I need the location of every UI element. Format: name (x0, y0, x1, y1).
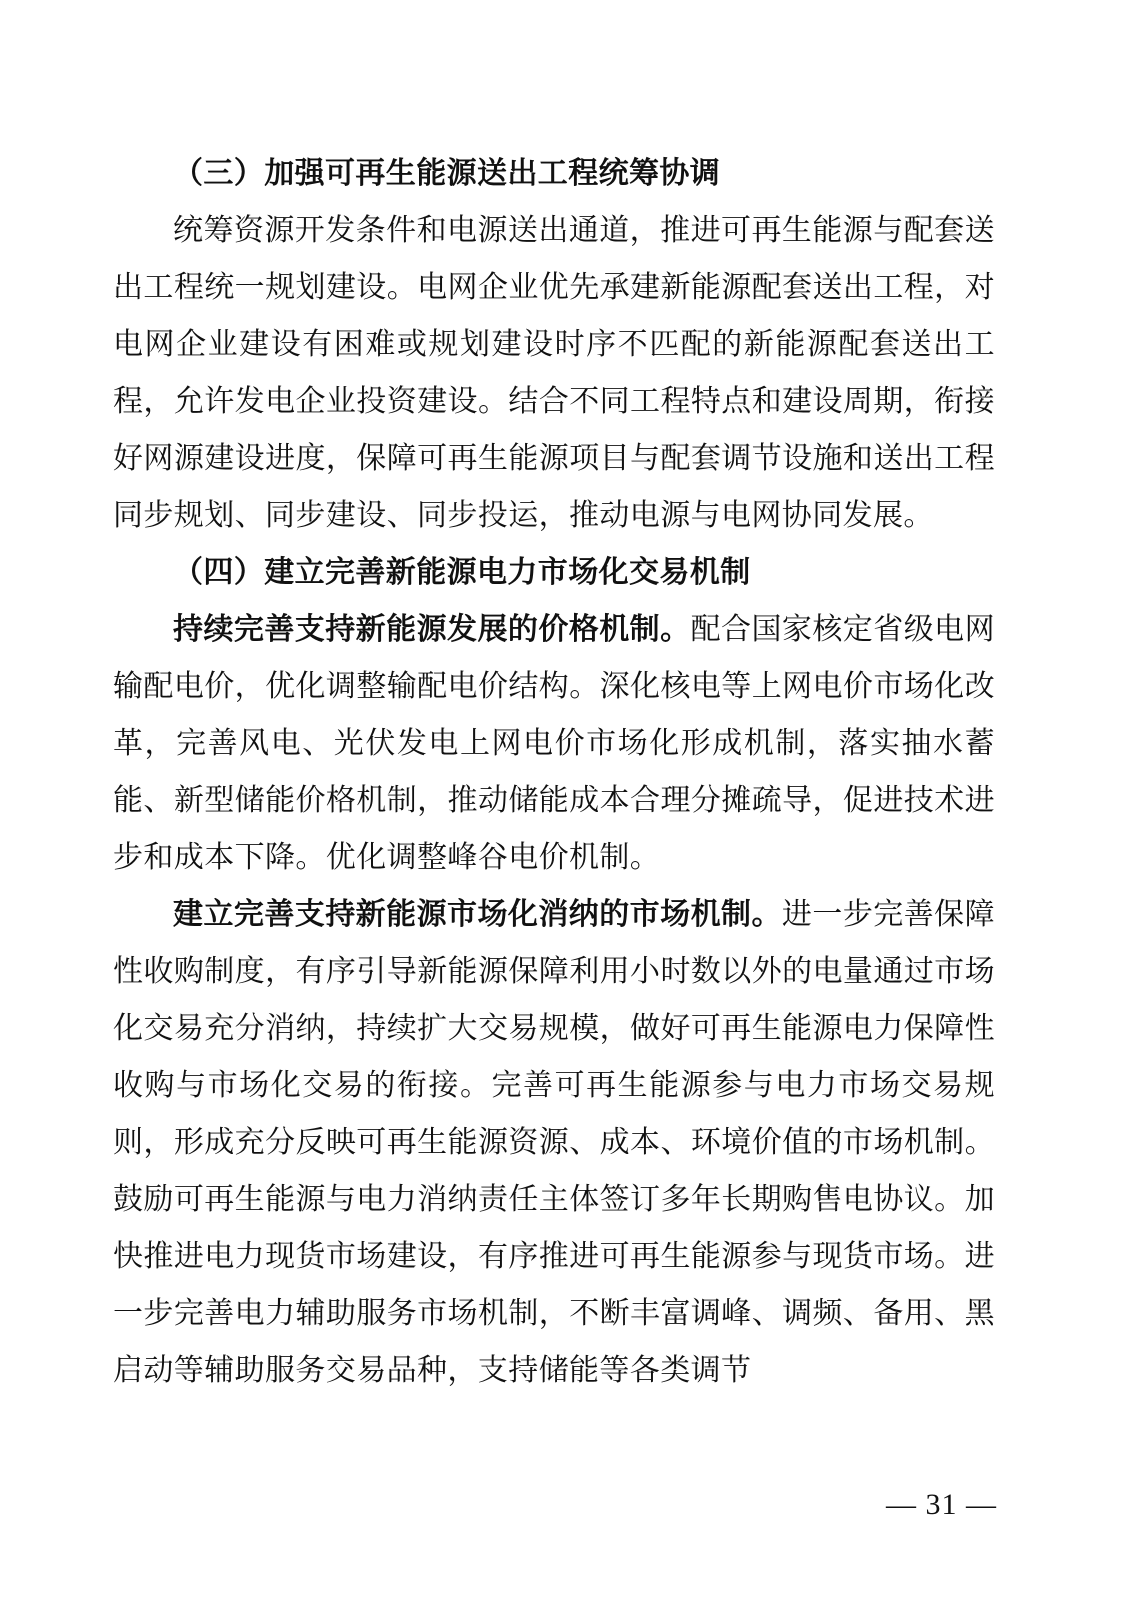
document-content (113, 145, 995, 1399)
body-paragraph (113, 886, 995, 1399)
paragraph-text: 进一步完善保障性收购制度，有序引导新能源保障利用小时数以外的电量通过市场化交易充分消纳，持续扩大交易规模，做好可再生能源电力保障性收购与市场化交易的衔接。完善可再生能源参与电力市场交易规则，形成充分反映可再生能源资源、成本、环境价值的市场机制。鼓励可再生能源与电力消纳责任主体签订多年长期购售电协议。加快推进电力现货市场建设，有序推进可再生能源参与现货市场。进一步完善电力辅助服务市场机制，不断丰富调峰、调频、备用、黑启动等辅助服务交易品种，支持储能等各类调节 (113, 898, 995, 1387)
paragraph-text: 配合国家核定省级电网输配电价，优化调整输配电价结构。深化核电等上网电价市场化改革，完善风电、光伏发电上网电价市场化形成机制，落实抽水蓄能、新型储能价格机制，推动储能成本合理分摊疏导，促进技术进步和成本下降。优化调整峰谷电价机制。 (113, 613, 995, 874)
page-number: — 31 — (886, 1488, 997, 1521)
paragraph-bold-lead: 建立完善支持新能源市场化消纳的市场机制。 (173, 898, 782, 931)
paragraph-text: 统筹资源开发条件和电源送出通道，推进可再生能源与配套送出工程统一规划建设。电网企业优先承建新能源配套送出工程，对电网企业建设有困难或规划建设时序不匹配的新能源配套送出工程，允许发电企业投资建设。结合不同工程特点和建设周期，衔接好网源建设进度，保障可再生能源项目与配套调节设施和送出工程同步规划、同步建设、同步投运，推动电源与电网协同发展。 (113, 214, 995, 532)
section-heading: （三）加强可再生能源送出工程统筹协调 (173, 157, 721, 190)
paragraph-bold-lead: 持续完善支持新能源发展的价格机制。 (173, 613, 691, 646)
section-heading: （四）建立完善新能源电力市场化交易机制 (173, 556, 751, 589)
body-paragraph (113, 202, 995, 544)
body-paragraph (113, 601, 995, 886)
page-footer (113, 1488, 997, 1522)
